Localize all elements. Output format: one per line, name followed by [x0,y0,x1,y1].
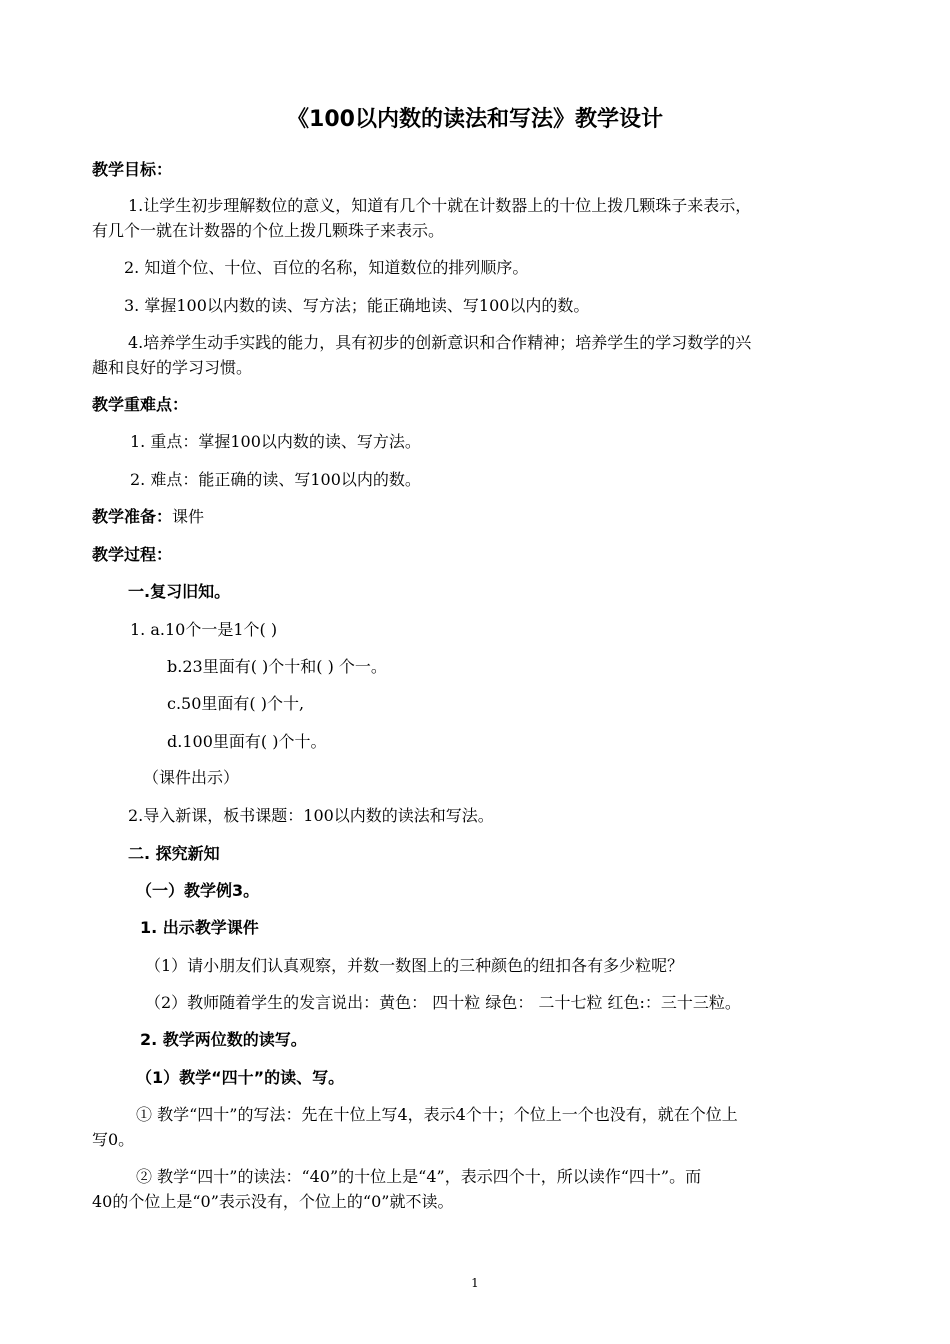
process-heading: 教学过程： [92,545,173,564]
document-title: 《100以内数的读法和写法》教学设计 [287,107,663,132]
example-3-heading: （一）教学例3。 [136,881,260,900]
review-question-b: b.23里面有( )个十和( ) 个一。 [167,657,387,676]
page-number: 1 [471,1276,479,1290]
step-1-question-2: （2）教师随着学生的发言说出：黄色： 四十粒 绿色： 二十七粒 红色:：三十三粒。 [145,993,741,1012]
key-point-2: 2. 难点：能正确的读、写100以内的数。 [130,470,421,489]
objective-2: 2. 知道个位、十位、百位的名称，知道数位的排列顺序。 [124,258,529,277]
step-1-question-1: （1）请小朋友们认真观察，并数一数图上的三种颜色的纽扣各有多少粒呢？ [145,956,684,975]
section-1-heading: 一.复习旧知。 [128,582,231,601]
objective-4-line-2: 趣和良好的学习习惯。 [92,358,253,377]
reading-method-line-1: ② 教学“四十”的读法：“40”的十位上是“4”，表示四个十，所以读作“四十”。而 [136,1167,702,1186]
review-note: （课件出示） [143,768,240,787]
objective-1-line-1: 1.让学生初步理解数位的意义，知道有几个十就在计数器上的十位上拨几颗珠子来表示， [128,196,752,215]
review-item-2: 2.导入新课，板书课题：100以内数的读法和写法。 [128,806,494,825]
objective-4-line-1: 4.培养学生动手实践的能力，具有初步的创新意识和合作精神；培养学生的学习数学的兴 [128,333,752,352]
preparation-line [92,507,204,527]
preparation-value: 课件 [172,507,205,526]
writing-method-line-2: 写0。 [92,1130,135,1149]
review-question-a: 1. a.10个一是1个( ) [130,620,278,639]
writing-method-line-1: ① 教学“四十”的写法：先在十位上写4，表示4个十；个位上一个也没有，就在个位上 [136,1105,738,1124]
reading-method-line-2: 40的个位上是“0”表示没有，个位上的“0”就不读。 [92,1192,454,1211]
key-point-1: 1. 重点：掌握100以内数的读、写方法。 [130,432,421,451]
step-2-sub-heading: （1）教学“四十”的读、写。 [136,1068,345,1087]
objectives-heading: 教学目标： [92,160,173,179]
objective-1-line-2: 有几个一就在计数器的个位上拨几颗珠子来表示。 [92,221,445,240]
review-question-d: d.100里面有( )个十。 [167,732,327,751]
preparation-heading: 教学准备： [92,507,173,526]
review-question-c: c.50里面有( )个十, [167,694,305,713]
step-2-heading: 2. 教学两位数的读写。 [140,1030,307,1049]
objective-3: 3. 掌握100以内数的读、写方法；能正确地读、写100以内的数。 [124,296,590,315]
step-1-heading: 1. 出示教学课件 [140,918,259,937]
key-points-heading: 教学重难点： [92,395,189,414]
section-2-heading: 二. 探究新知 [128,844,220,863]
